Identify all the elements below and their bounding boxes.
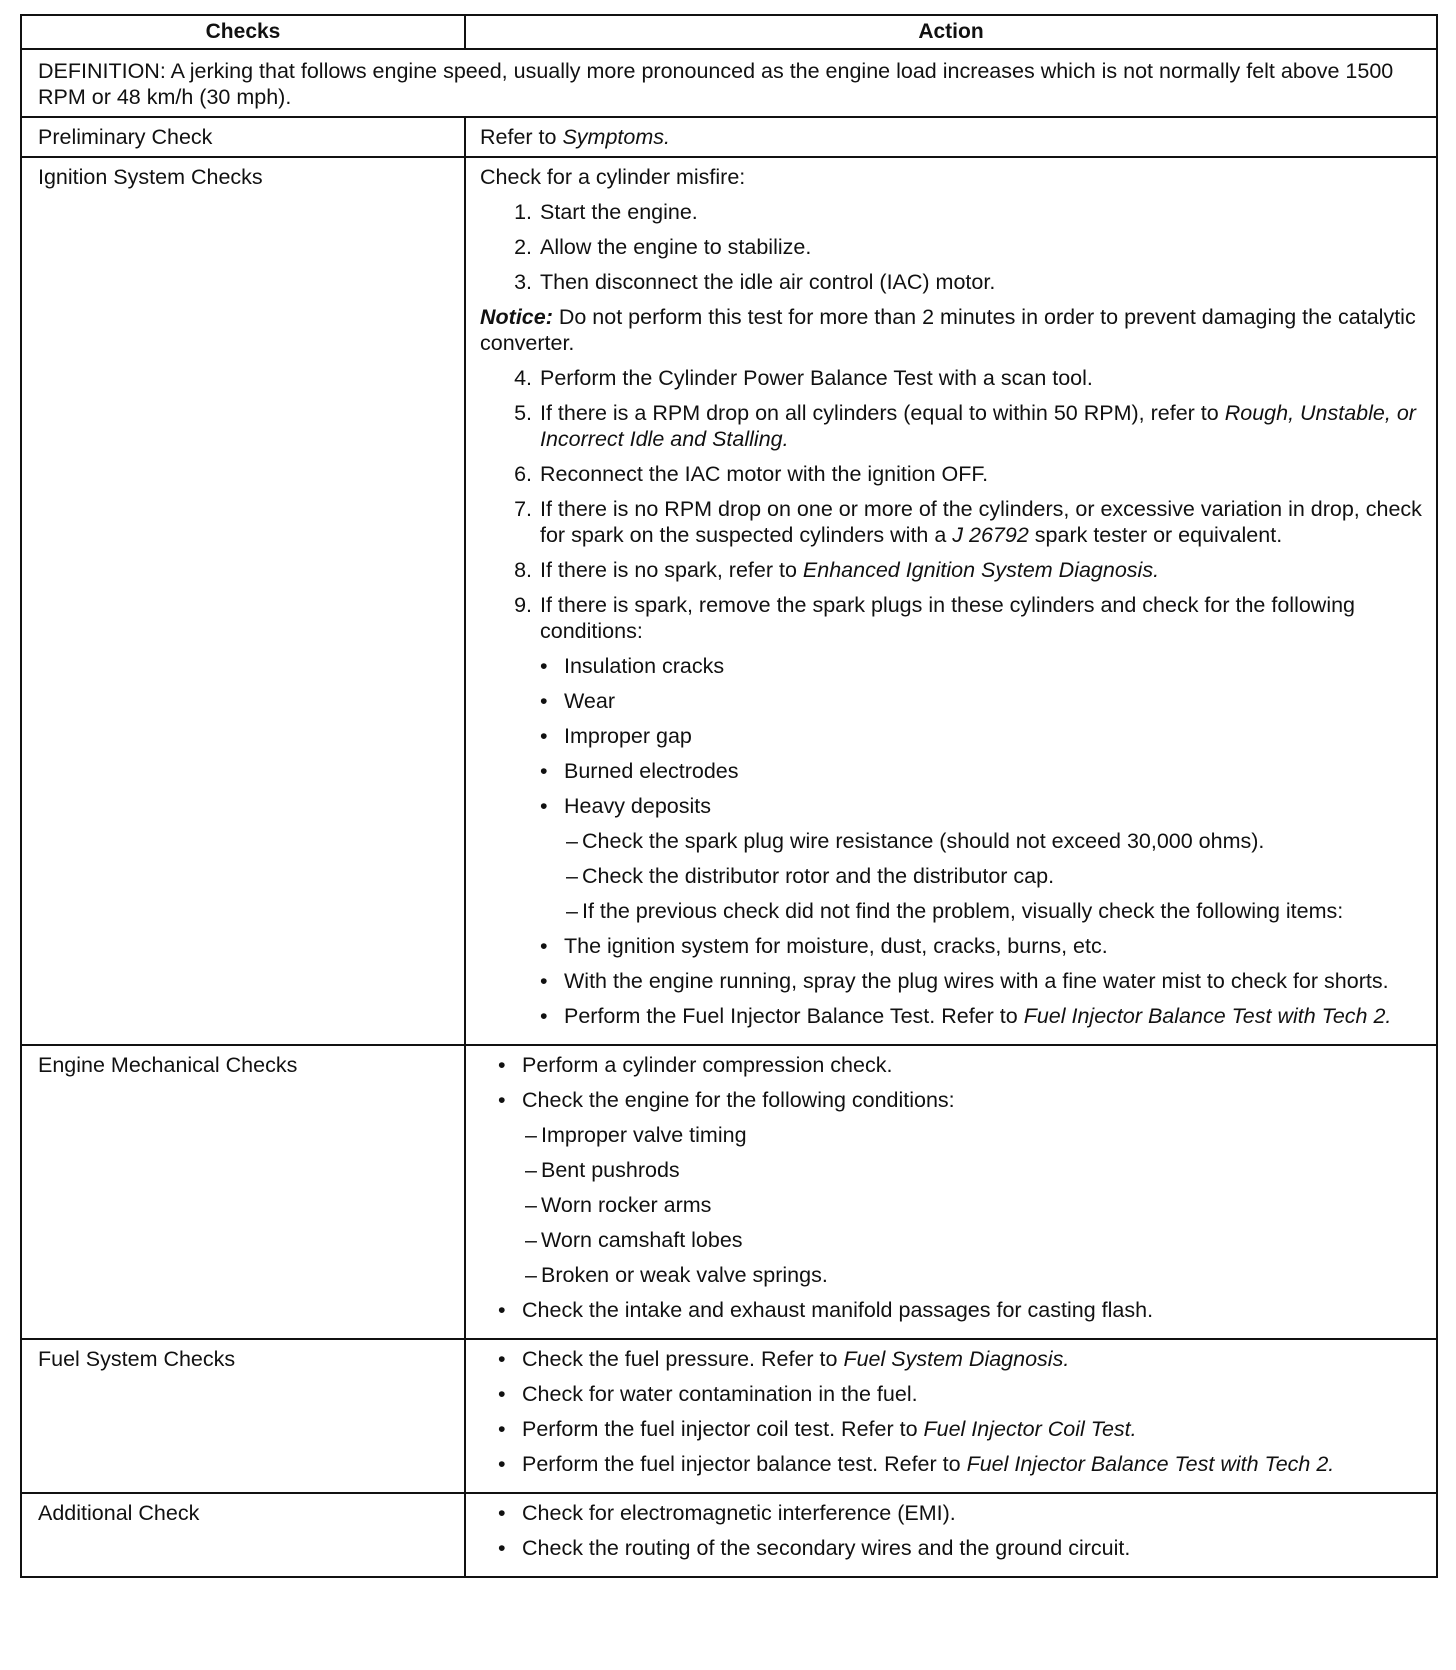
bullet-icon: • [498, 1382, 506, 1406]
list-item: • Check for water contamination in the fuel. [498, 1382, 918, 1406]
notice-text: Do not perform this test for more than 2 minutes in order to prevent damaging the catalytic converter. [480, 305, 1416, 355]
bullet-icon: • [540, 1004, 548, 1028]
dash-icon: – [566, 829, 578, 853]
bullet-icon: • [498, 1536, 506, 1560]
bullet-icon: • [498, 1347, 506, 1371]
sub-list-item: – If the previous check did not find the problem, visually check the following items: [566, 899, 1344, 923]
bullet-icon: • [498, 1298, 506, 1322]
mechanical-row [22, 1044, 1436, 1338]
preliminary-action-ref: Symptoms. [562, 125, 670, 149]
list-item: • Perform a cylinder compression check. [498, 1053, 893, 1077]
numbered-step: 9. If there is spark, remove the spark plugs in these cylinders and check for the following conditions: [514, 593, 1356, 643]
list-item: • Check the routing of the secondary wires and the ground circuit. [498, 1536, 1131, 1560]
numbered-step: 4. Perform the Cylinder Power Balance Test with a scan tool. [514, 366, 1093, 390]
additional-label: Additional Check [22, 1494, 466, 1576]
fuel-action [466, 1340, 1436, 1492]
numbered-step: 3. Then disconnect the idle air control (IAC) motor. [514, 270, 996, 294]
list-item: • With the engine running, spray the plug wires with a fine water mist to check for shorts. [540, 969, 1389, 993]
bullet-icon: • [540, 724, 548, 748]
list-item: • Perform the Fuel Injector Balance Test. Refer to Fuel Injector Balance Test with Tech 2. [540, 1004, 1392, 1028]
mechanical-action [466, 1046, 1436, 1338]
sub-list-item: – Broken or weak valve springs. [525, 1263, 828, 1287]
table-header-row [22, 16, 1436, 48]
definition-row [22, 48, 1436, 116]
header-action: Action [918, 20, 984, 43]
dash-icon: – [525, 1158, 537, 1182]
list-item: • Perform the fuel injector balance test. Refer to Fuel Injector Balance Test with Tech 2. [498, 1452, 1335, 1476]
notice-label: Notice: [480, 305, 553, 329]
dash-icon: – [525, 1193, 537, 1217]
bullet-icon: • [498, 1501, 506, 1525]
diagnostic-table [20, 14, 1438, 1578]
definition-text: DEFINITION: A jerking that follows engine speed, usually more pronounced as the engine load increases which is not normally felt above 1500 RPM or 48 km/h (30 mph). [38, 59, 1394, 109]
ignition-label: Ignition System Checks [22, 158, 466, 1044]
dash-icon: – [525, 1123, 537, 1147]
numbered-step: 8. If there is no spark, refer to Enhanced Ignition System Diagnosis. [514, 558, 1160, 582]
preliminary-label: Preliminary Check [22, 118, 466, 156]
bullet-icon: • [498, 1053, 506, 1077]
numbered-step: 2. Allow the engine to stabilize. [514, 235, 812, 259]
list-item: • Check the engine for the following conditions: [498, 1088, 955, 1112]
numbered-step: 1. Start the engine. [514, 200, 698, 224]
list-item: • Check for electromagnetic interference (EMI). [498, 1501, 956, 1525]
list-item: • Check the intake and exhaust manifold passages for casting flash. [498, 1298, 1154, 1322]
numbered-step: 6. Reconnect the IAC motor with the ignition OFF. [514, 462, 989, 486]
bullet-icon: • [540, 689, 548, 713]
list-item: • Check the fuel pressure. Refer to Fuel System Diagnosis. [498, 1347, 1070, 1371]
notice [480, 304, 1426, 356]
additional-action [466, 1494, 1436, 1576]
bullet-icon: • [498, 1452, 506, 1476]
list-item: • Insulation cracks [540, 654, 725, 678]
bullet-icon: • [498, 1088, 506, 1112]
list-item: • Heavy deposits [540, 794, 711, 818]
list-item: • The ignition system for moisture, dust, cracks, burns, etc. [540, 934, 1108, 958]
ignition-action [466, 158, 1436, 1044]
fuel-label: Fuel System Checks [22, 1340, 466, 1492]
numbered-step: 5. If there is a RPM drop on all cylinders (equal to within 50 RPM), refer to Rough, Unstable, or Incorrect Idle and Stalling. [514, 401, 1416, 451]
sub-list-item: – Check the distributor rotor and the distributor cap. [566, 864, 1055, 888]
additional-row [22, 1492, 1436, 1576]
dash-icon: – [525, 1263, 537, 1287]
preliminary-row [22, 116, 1436, 156]
dash-icon: – [566, 899, 578, 923]
bullet-icon: • [540, 654, 548, 678]
sub-list-item: – Bent pushrods [525, 1158, 680, 1182]
fuel-row [22, 1338, 1436, 1492]
header-checks: Checks [22, 16, 466, 48]
bullet-icon: • [540, 794, 548, 818]
ignition-row [22, 156, 1436, 1044]
sub-list-item: – Improper valve timing [525, 1123, 747, 1147]
list-item: • Improper gap [540, 724, 692, 748]
sub-list-item: – Worn rocker arms [525, 1193, 712, 1217]
bullet-icon: • [498, 1417, 506, 1441]
mechanical-label: Engine Mechanical Checks [22, 1046, 466, 1338]
numbered-step: 7. If there is no RPM drop on one or more of the cylinders, or excessive variation in drop, check for spark on the suspected cylinders with a J 26792 spark tester or equivalent. [514, 497, 1422, 547]
dash-icon: – [525, 1228, 537, 1252]
bullet-icon: • [540, 759, 548, 783]
preliminary-action-text: Refer to [480, 125, 563, 149]
list-item: • Wear [540, 689, 615, 713]
sub-list-item: – Worn camshaft lobes [525, 1228, 743, 1252]
sub-list-item: – Check the spark plug wire resistance (should not exceed 30,000 ohms). [566, 829, 1265, 853]
list-item: • Burned electrodes [540, 759, 739, 783]
ignition-intro: Check for a cylinder misfire: [480, 165, 746, 189]
list-item: • Perform the fuel injector coil test. Refer to Fuel Injector Coil Test. [498, 1417, 1137, 1441]
preliminary-action [466, 118, 1436, 156]
bullet-icon: • [540, 934, 548, 958]
dash-icon: – [566, 864, 578, 888]
bullet-icon: • [540, 969, 548, 993]
